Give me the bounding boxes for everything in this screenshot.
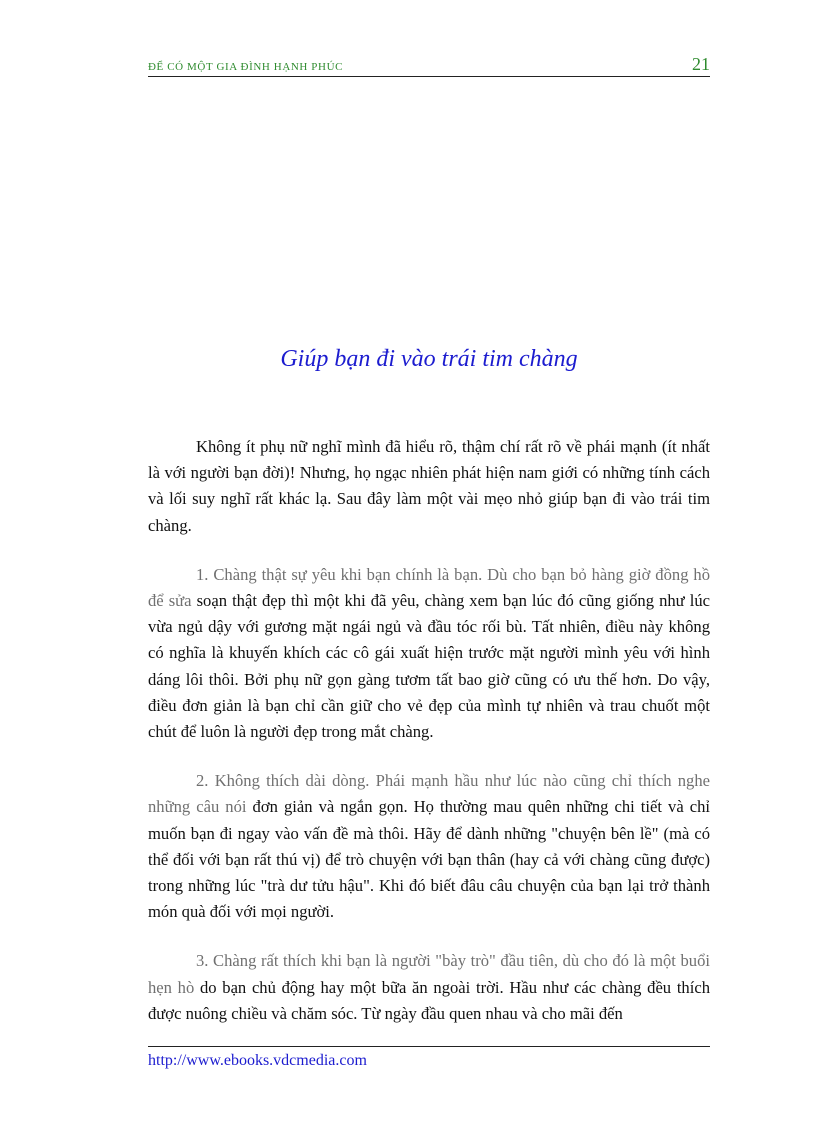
paragraph-body: do bạn chủ động hay một bữa ăn ngoài trời. Hầu như các chàng đều thích được nuông chiều và chăm sóc. Từ ngày đầu quen nhau và cho mãi đến bbox=[148, 977, 710, 1023]
page-number: 21 bbox=[692, 54, 710, 74]
paragraph-intro: Không ít phụ nữ nghĩ mình đã hiểu rõ, thậm chí rất rõ về phái mạnh (ít nhất là với người bạn đời)! Nhưng, họ ngạc nhiên phát hiện nam giới có những tính cách và lối suy nghĩ rất khác lạ. Sau đây làm một vài mẹo nhỏ giúp bạn đi vào trái tim chàng. bbox=[148, 437, 710, 535]
chapter-title: Giúp bạn đi vào trái tim chàng bbox=[280, 346, 578, 372]
paragraph-body: soạn thật đẹp thì một khi đã yêu, chàng xem bạn lúc đó cũng giống như lúc vừa ngủ dậy với gương mặt ngái ngủ và đầu tóc rối bù. Tất nhiên, điều này không có nghĩa là khuyến khích các cô gái xuất hiện trước mặt người mình yêu với hình dáng lôi thôi. Bởi phụ nữ gọn gàng tươm tất bao giờ cũng có ưu thế hơn. Do vậy, điều đơn giản là bạn chỉ cần giữ cho vẻ đẹp của mình tự nhiên và trau chuốt một chút để luôn là người đẹp trong mắt chàng. bbox=[148, 591, 710, 742]
paragraph-tip-1 bbox=[148, 562, 710, 745]
page-footer bbox=[148, 1046, 710, 1070]
page-header bbox=[148, 54, 710, 77]
running-title: ĐỂ CÓ MỘT GIA ĐÌNH HẠNH PHÚC bbox=[148, 61, 344, 73]
paragraph-body: đơn giản và ngắn gọn. Họ thường mau quên những chi tiết và chỉ muốn bạn đi ngay vào vấn đề mà thôi. Hãy để dành những "chuyện bên lề" (mà có thể đối với bạn rất thú vị) để trò chuyện với bạn thân (hay cả với chàng cũng được) trong những lúc "trà dư tửu hậu". Khi đó biết đâu câu chuyện của bạn lại trở thành món quà đối với mọi người. bbox=[148, 797, 710, 922]
body-text bbox=[148, 434, 710, 1050]
footer-link[interactable]: http://www.ebooks.vdcmedia.com bbox=[148, 1052, 367, 1069]
paragraph-lead: 2. Không thích dài dòng. Phái mạnh hầu như lúc nào cũng chỉ thích nghe những câu nói bbox=[148, 771, 710, 817]
paragraph-tip-3 bbox=[148, 948, 710, 1027]
paragraph-lead: 1. Chàng thật sự yêu khi bạn chính là bạn. Dù cho bạn bỏ hàng giờ đồng hồ để sửa bbox=[148, 564, 710, 611]
paragraph-tip-2 bbox=[148, 768, 710, 925]
paragraph-lead: 3. Chàng rất thích khi bạn là người "bày trò" đầu tiên, dù cho đó là một buổi hẹn hò bbox=[148, 951, 710, 997]
